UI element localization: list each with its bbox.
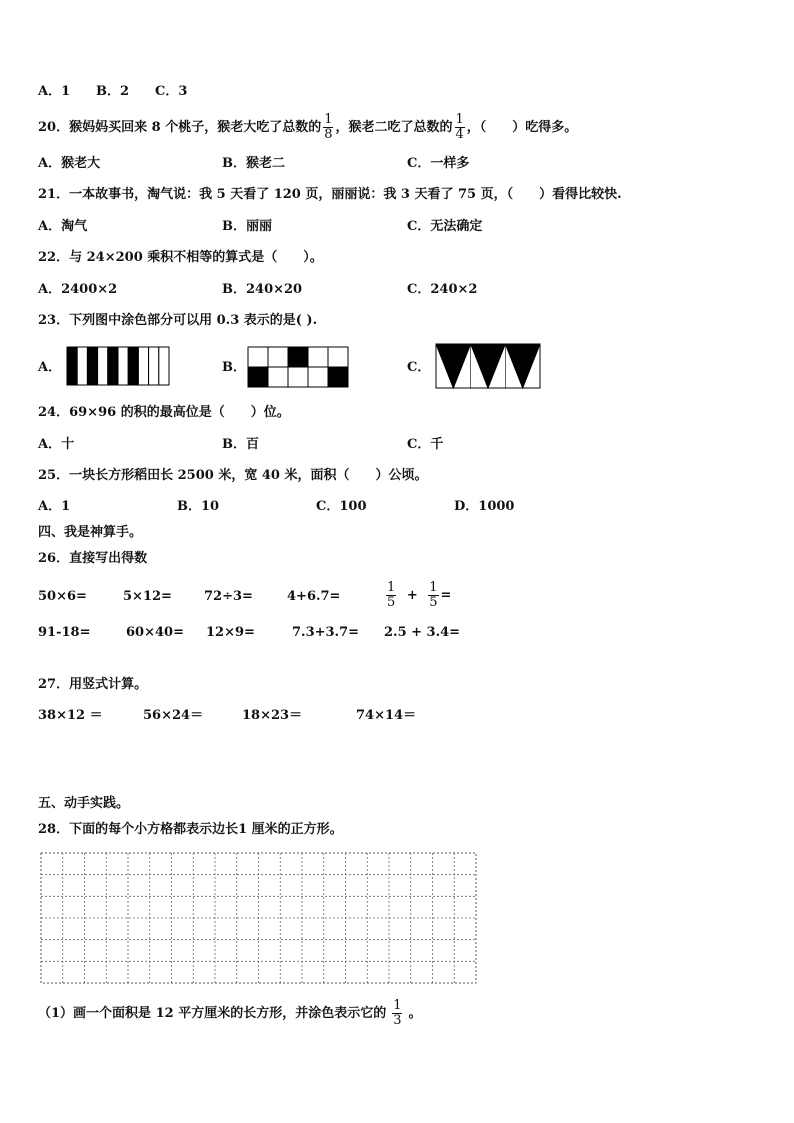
q28-title: 28．下面的每个小方格都表示边长1 厘米的正方形。 — [38, 822, 343, 837]
q26-frac-b — [428, 581, 438, 610]
q26-frac-a-den: 5 — [387, 595, 396, 610]
q26-r1-item-4: 4+6.7= — [287, 589, 341, 604]
q20-suffix: ，（ ）吃得多。 — [466, 120, 578, 135]
q21-option-b: B．丽丽 — [222, 219, 272, 234]
q23-a-strip — [149, 347, 159, 385]
q26-frac-b-den: 5 — [429, 595, 438, 610]
q23-b-cell — [308, 367, 328, 387]
q25-option-c: C．100 — [316, 499, 367, 514]
q25-option-b: B．10 — [177, 499, 220, 514]
q19-option-c: C．3 — [155, 84, 188, 99]
q28-sub1 — [38, 996, 422, 1032]
q26-r2-item-2: 60×40= — [126, 625, 184, 640]
q20-prefix: 20．猴妈妈买回来 8 个桃子，猴老大吃了总数的 — [38, 120, 322, 135]
q23-figure-b — [247, 346, 349, 388]
q27-item-4: 74×14＝ — [356, 708, 417, 723]
q26-r1-item-1: 50×6= — [38, 589, 87, 604]
q23-b-cell — [268, 347, 288, 367]
q26-frac-a-num: 1 — [387, 580, 396, 595]
q21-option-a: A．淘气 — [38, 219, 88, 234]
q22-option-b: B．240×20 — [222, 282, 303, 297]
q27-title: 27．用竖式计算。 — [38, 677, 148, 692]
q23-b-cell — [328, 367, 348, 387]
q24-option-a: A．十 — [38, 437, 75, 452]
q23-b-cell — [288, 347, 308, 367]
q23-b-cell — [268, 367, 288, 387]
q28-grid — [40, 852, 477, 984]
q25-option-d: D．1000 — [454, 499, 515, 514]
q24-question: 24．69×96 的积的最高位是（ ）位。 — [38, 405, 290, 420]
q23-a-strip — [159, 347, 169, 385]
q23-b-cell — [248, 367, 268, 387]
q28-frac-num: 1 — [393, 998, 402, 1013]
q26-equals: = — [440, 588, 452, 603]
q23-b-cell — [288, 367, 308, 387]
q28-frac-den: 3 — [393, 1013, 402, 1028]
q23-a-strip — [67, 347, 77, 385]
q24-option-c: C．千 — [407, 437, 444, 452]
q26-r2-item-4: 7.3+3.7= — [292, 625, 360, 640]
q28-sub1-prefix: （1）画一个面积是 12 平方厘米的长方形，并涂色表示它的 — [38, 1006, 387, 1021]
q23-a-strip — [118, 347, 128, 385]
section-4-title: 四、我是神算手。 — [38, 525, 143, 540]
q20-question — [38, 110, 577, 146]
q20-option-a: A．猴老大 — [38, 156, 101, 171]
q25-option-a: A．1 — [38, 499, 71, 514]
q19-option-b: B．2 — [96, 84, 130, 99]
q26-r2-item-5: 2.5 + 3.4= — [384, 625, 461, 640]
q20-option-c: C．一样多 — [407, 156, 470, 171]
q22-option-a: A．2400×2 — [38, 282, 118, 297]
q26-r1-item-3: 72÷3= — [204, 589, 253, 604]
q22-question: 22．与 24×200 乘积不相等的算式是（ ）。 — [38, 250, 323, 265]
q22-option-c: C．240×2 — [407, 282, 478, 297]
q20-middle: ，猴老二吃了总数的 — [335, 120, 453, 135]
q23-label-b: B． — [222, 360, 246, 375]
q23-label-a: A． — [38, 360, 62, 375]
q23-a-strip — [98, 347, 108, 385]
q23-a-strip — [108, 347, 118, 385]
q24-option-b: B．百 — [222, 437, 259, 452]
q26-frac-a — [386, 581, 396, 610]
q26-r1-item-5 — [384, 578, 451, 614]
q20-fraction-1 — [323, 113, 333, 142]
q27-item-3: 18×23＝ — [242, 708, 303, 723]
q20-frac2-den: 4 — [455, 127, 464, 142]
q28-sub1-fraction — [392, 999, 402, 1028]
q25-question: 25．一块长方形稻田长 2500 米，宽 40 米，面积（ ）公顷。 — [38, 468, 428, 483]
q23-label-c: C． — [407, 360, 431, 375]
q20-frac1-num: 1 — [324, 112, 333, 127]
q26-r2-item-1: 91-18= — [38, 625, 91, 640]
q26-r1-item-2: 5×12= — [123, 589, 172, 604]
q26-frac-b-num: 1 — [429, 580, 438, 595]
q19-option-a: A．1 — [38, 84, 71, 99]
q23-b-cell — [248, 347, 268, 367]
q23-a-strip — [87, 347, 97, 385]
q23-b-cell — [328, 347, 348, 367]
section-5-title: 五、动手实践。 — [38, 796, 130, 811]
q27-item-2: 56×24＝ — [143, 708, 204, 723]
q26-plus: + — [406, 588, 418, 603]
q21-option-c: C．无法确定 — [407, 219, 483, 234]
q23-b-cell — [308, 347, 328, 367]
q23-question: 23．下列图中涂色部分可以用 0.3 表示的是( ). — [38, 313, 318, 328]
q23-a-strip — [138, 347, 148, 385]
q20-frac1-den: 8 — [324, 127, 333, 142]
q21-question: 21．一本故事书，淘气说：我 5 天看了 120 页，丽丽说：我 3 天看了 75 页，（ ）看得比较快. — [38, 187, 622, 202]
q20-option-b: B．猴老二 — [222, 156, 285, 171]
q28-sub1-suffix: 。 — [408, 1006, 422, 1021]
q20-fraction-2 — [455, 113, 465, 142]
q23-a-strip — [128, 347, 138, 385]
q23-figure-a — [66, 346, 170, 386]
q23-figure-c — [434, 343, 542, 389]
q23-a-strip — [77, 347, 87, 385]
q20-frac2-num: 1 — [455, 112, 464, 127]
q27-item-1: 38×12 ＝ — [38, 708, 103, 723]
q26-title: 26．直接写出得数 — [38, 551, 148, 566]
q26-r2-item-3: 12×9= — [206, 625, 255, 640]
